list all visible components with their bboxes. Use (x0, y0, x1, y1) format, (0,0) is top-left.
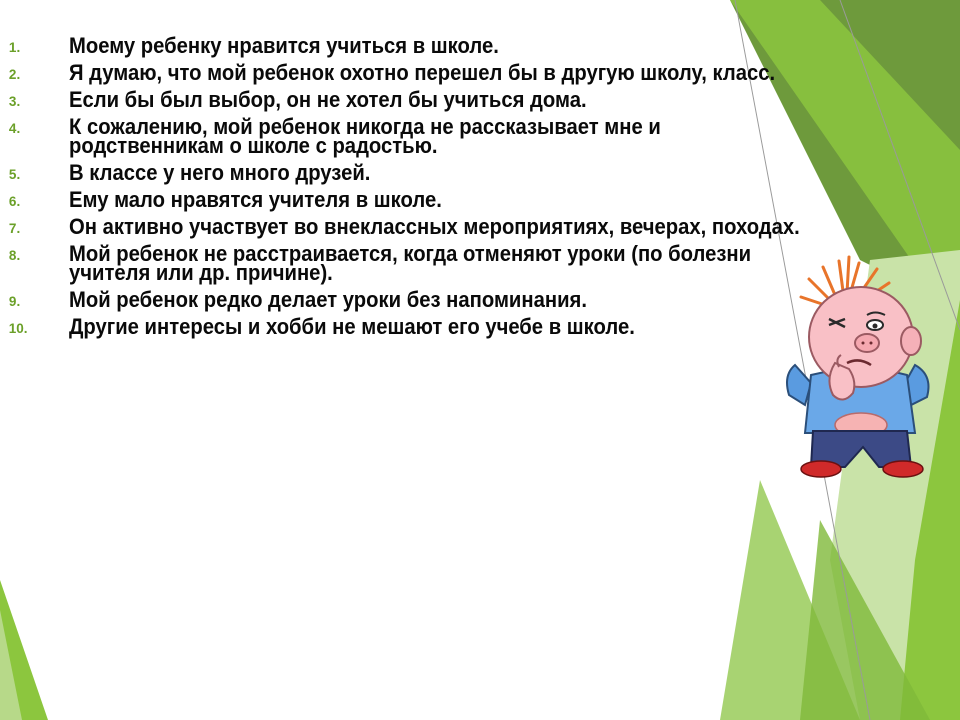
item-text: Ему мало нравятся учителя в школе. (69, 187, 442, 212)
item-number: 3. (8, 93, 21, 109)
item-number: 6. (8, 193, 21, 209)
item-text: Мой ребенок редко делает уроки без напоминания. (69, 287, 587, 312)
list-item (0, 160, 810, 185)
item-number: 7. (8, 220, 21, 236)
item-text: Мой ребенок не расстраивается, когда отменяют уроки (по болезни учителя или др. причине). (69, 241, 752, 285)
item-number: 5. (8, 166, 21, 182)
list-item (0, 187, 810, 212)
item-text: Я думаю, что мой ребенок охотно перешел бы в другую школу, класс. (69, 60, 776, 85)
questions-list (0, 33, 880, 339)
item-number: 4. (8, 120, 21, 136)
item-number: 2. (8, 66, 21, 82)
item-text: В классе у него много друзей. (69, 160, 371, 185)
list-item (0, 60, 810, 85)
thinking-boy-illustration (775, 255, 945, 480)
item-text: К сожалению, мой ребенок никогда не рассказывает мне и родственникам о школе с радостью. (69, 114, 661, 158)
item-number: 1. (8, 39, 21, 55)
list-item (0, 241, 810, 285)
list-item (0, 87, 810, 112)
item-number: 8. (8, 247, 21, 263)
list-item (0, 33, 810, 58)
list-item (0, 314, 810, 339)
item-number: 9. (8, 293, 21, 309)
item-text: Если бы был выбор, он не хотел бы учиться дома. (69, 87, 587, 112)
questions-content (0, 33, 880, 344)
list-item (0, 114, 810, 158)
item-text: Другие интересы и хобби не мешают его учебе в школе. (69, 314, 635, 339)
item-number: 10. (8, 320, 28, 336)
list-item (0, 287, 810, 312)
item-text: Моему ребенку нравится учиться в школе. (69, 33, 499, 58)
list-item (0, 214, 810, 239)
item-text: Он активно участвует во внеклассных мероприятиях, вечерах, походах. (69, 214, 800, 239)
